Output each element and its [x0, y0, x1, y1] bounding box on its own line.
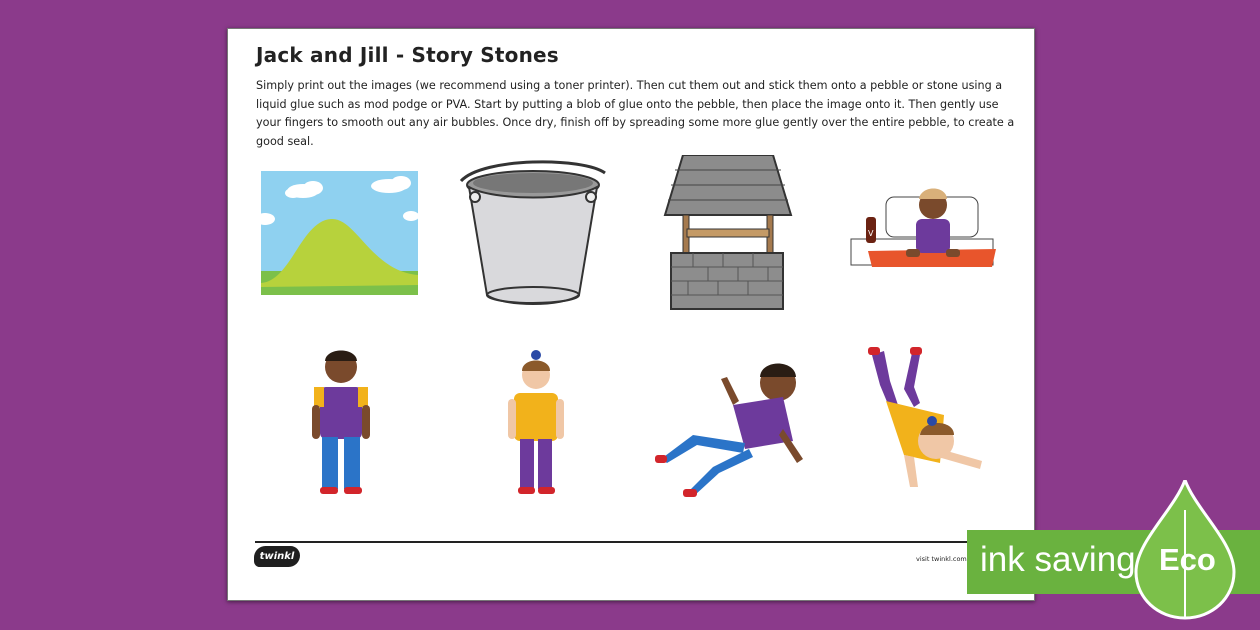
jill-standing-image	[506, 347, 566, 497]
jack-standing-image	[308, 347, 374, 497]
footer-divider	[255, 541, 1008, 543]
jill-falling-image	[864, 345, 992, 497]
worksheet-page	[227, 28, 1035, 601]
eco-label: Eco	[1159, 542, 1216, 577]
jack-in-bed-image	[846, 179, 998, 271]
bucket-image	[453, 159, 613, 307]
worksheet-title: Jack and Jill - Story Stones	[256, 43, 559, 67]
jack-falling-image	[653, 349, 828, 499]
hill-image	[261, 171, 418, 295]
instructions-text: Simply print out the images (we recommend using a toner printer). Then cut them out and stick them onto a pebble or stone using a liquid glue such as mod podge or PVA. Start by putting a blob of glue onto the pebble, then place the image onto it. Then gently use your fingers to smooth out any air bubbles. Once dry, finish off by spreading some more glue gently over the entire pebble, to create a good seal.	[256, 79, 1015, 148]
well-image	[663, 155, 793, 311]
visit-website-text: visit twinkl.com	[916, 555, 967, 563]
ink-saving-label: ink saving	[980, 540, 1136, 579]
svg-text:V: V	[868, 229, 874, 238]
twinkl-logo: twinkl	[254, 546, 300, 567]
